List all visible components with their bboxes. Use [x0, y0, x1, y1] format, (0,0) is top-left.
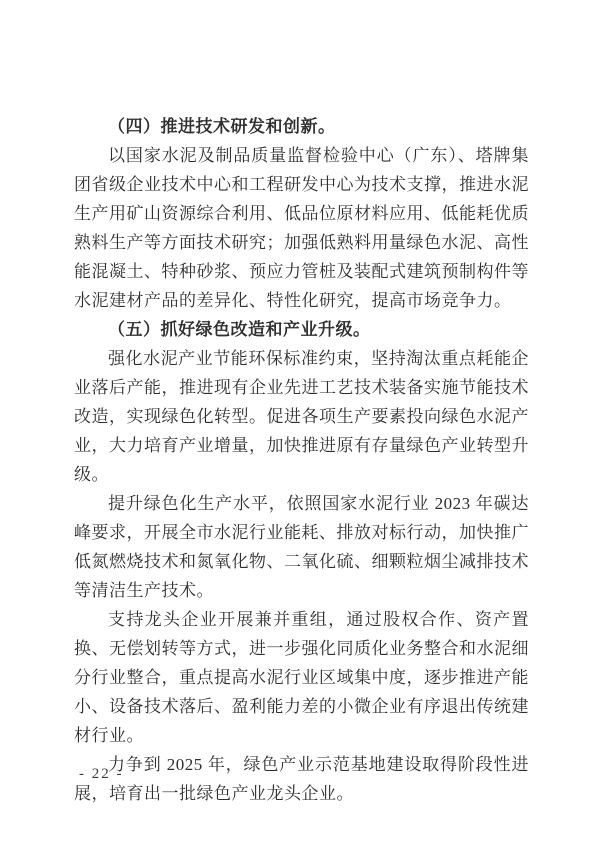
- page-number: - 22 -: [79, 766, 124, 782]
- section-heading-wu: （五）抓好绿色改造和产业升级。: [108, 320, 371, 339]
- section-heading-si: （四）推进技术研发和创新。: [108, 117, 336, 136]
- document-body: [74, 112, 529, 808]
- paragraph-merger-restructuring: 支持龙头企业开展兼并重组，通过股权合作、资产置换、无偿划转等方式，进一步强化同质化业务整合和水泥细分行业整合，重点提高水泥行业区域集中度，逐步推进产能小、设备技术落后、盈利能力差的小微企业有序退出传统建材行业。: [74, 610, 529, 745]
- paragraph-tech-rd: 以国家水泥及制品质量监督检验中心（广东）、塔牌集团省级企业技术中心和工程研发中心为技术支撑，推进水泥生产用矿山资源综合利用、低品位原材料应用、低能耗优质熟料生产等方面技术研究；加强低熟料用量绿色水泥、高性能混凝土、特种砂浆、预应力管桩及装配式建筑预制构件等水泥建材产品的差异化、特性化研究，提高市场竞争力。: [74, 146, 529, 310]
- paragraph-2025-goal: 力争到 2025 年，绿色产业示范基地建设取得阶段性进展，培育出一批绿色产业龙头企业。: [74, 755, 529, 803]
- paragraph-energy-standards: 强化水泥产业节能环保标准约束，坚持淘汰重点耗能企业落后产能，推进现有企业先进工艺技术装备实施节能技术改造，实现绿色化转型。促进各项生产要素投向绿色水泥产业，大力培育产业增量，加快推进原有存量绿色产业转型升级。: [74, 349, 529, 484]
- paragraph-green-production: 提升绿色化生产水平，依照国家水泥行业 2023 年碳达峰要求，开展全市水泥行业能耗、排放对标行动，加快推广低氮燃烧技术和氮氧化物、二氧化硫、细颗粒烟尘减排技术等清洁生产技术。: [74, 494, 529, 600]
